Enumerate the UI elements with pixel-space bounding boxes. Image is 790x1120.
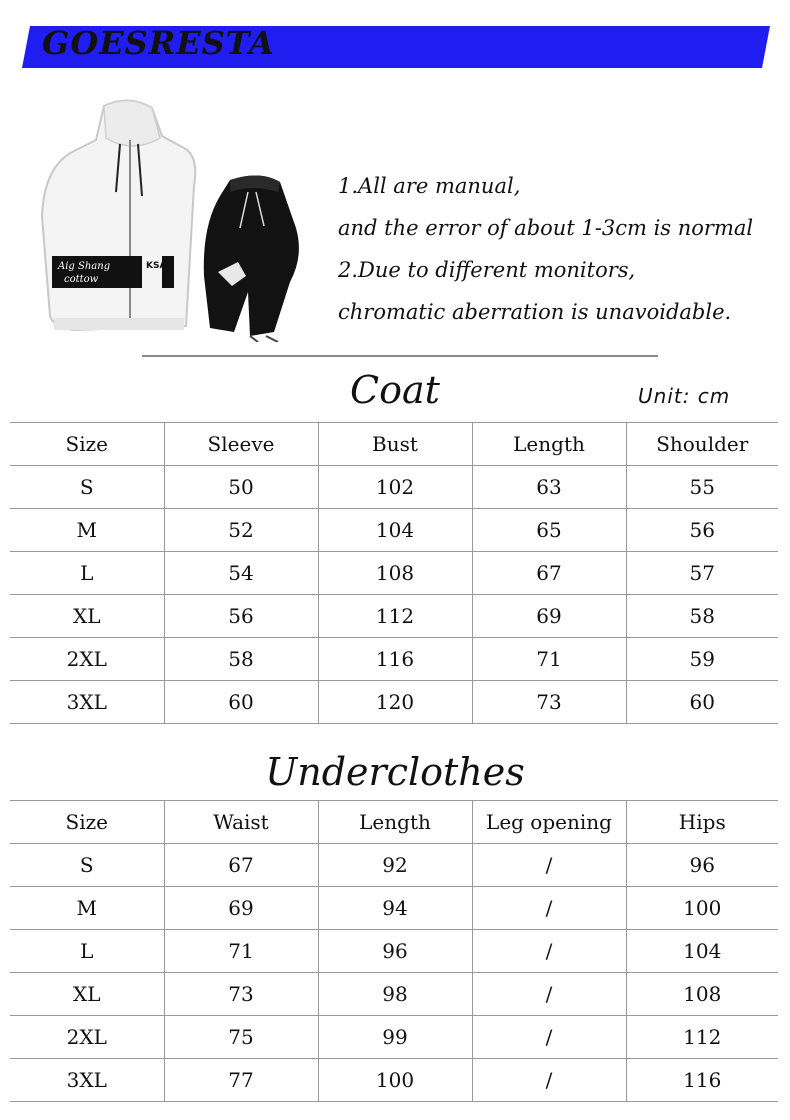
sleeve-print-1: Aig Shang bbox=[58, 261, 111, 272]
coat-title: Coat bbox=[350, 368, 440, 412]
coat-cell: 55 bbox=[626, 466, 778, 509]
underclothes-header-cell: Hips bbox=[626, 801, 778, 844]
underclothes-cell: 69 bbox=[164, 887, 318, 930]
unit-label: Unit: cm bbox=[638, 384, 731, 408]
coat-cell: 71 bbox=[472, 638, 626, 681]
table-row bbox=[10, 1059, 778, 1102]
note-line-1: 1.All are manual, bbox=[338, 174, 521, 198]
section-divider bbox=[142, 355, 658, 357]
underclothes-header-cell: Size bbox=[10, 801, 164, 844]
coat-cell: M bbox=[10, 509, 164, 552]
coat-cell: 3XL bbox=[10, 681, 164, 724]
underclothes-cell: 77 bbox=[164, 1059, 318, 1102]
coat-cell: 56 bbox=[626, 509, 778, 552]
coat-cell: 102 bbox=[318, 466, 472, 509]
underclothes-cell: 3XL bbox=[10, 1059, 164, 1102]
underclothes-cell: 92 bbox=[318, 844, 472, 887]
coat-cell: 69 bbox=[472, 595, 626, 638]
table-row bbox=[10, 552, 778, 595]
coat-header-row bbox=[10, 423, 778, 466]
underclothes-cell: / bbox=[472, 1016, 626, 1059]
underclothes-cell: / bbox=[472, 844, 626, 887]
table-row bbox=[10, 466, 778, 509]
coat-header-cell: Length bbox=[472, 423, 626, 466]
table-row bbox=[10, 973, 778, 1016]
table-row bbox=[10, 887, 778, 930]
underclothes-size-table bbox=[10, 800, 778, 1102]
underclothes-cell: / bbox=[472, 1059, 626, 1102]
coat-cell: 50 bbox=[164, 466, 318, 509]
underclothes-cell: 94 bbox=[318, 887, 472, 930]
table-row bbox=[10, 638, 778, 681]
underclothes-header-cell: Waist bbox=[164, 801, 318, 844]
table-row bbox=[10, 844, 778, 887]
underclothes-header-cell: Length bbox=[318, 801, 472, 844]
table-row bbox=[10, 1016, 778, 1059]
coat-cell: 2XL bbox=[10, 638, 164, 681]
underclothes-header-row bbox=[10, 801, 778, 844]
coat-cell: 112 bbox=[318, 595, 472, 638]
coat-header-cell: Shoulder bbox=[626, 423, 778, 466]
coat-cell: 59 bbox=[626, 638, 778, 681]
sleeve-print-2: cottow bbox=[64, 274, 99, 285]
coat-cell: 104 bbox=[318, 509, 472, 552]
table-row bbox=[10, 930, 778, 973]
size-notes bbox=[338, 170, 790, 338]
underclothes-cell: 98 bbox=[318, 973, 472, 1016]
underclothes-cell: 100 bbox=[318, 1059, 472, 1102]
underclothes-cell: 67 bbox=[164, 844, 318, 887]
underclothes-cell: 100 bbox=[626, 887, 778, 930]
coat-cell: 67 bbox=[472, 552, 626, 595]
underclothes-cell: M bbox=[10, 887, 164, 930]
underclothes-cell: / bbox=[472, 973, 626, 1016]
underclothes-cell: 99 bbox=[318, 1016, 472, 1059]
coat-cell: 60 bbox=[164, 681, 318, 724]
underclothes-cell: 71 bbox=[164, 930, 318, 973]
table-row bbox=[10, 595, 778, 638]
coat-cell: 65 bbox=[472, 509, 626, 552]
underclothes-cell: S bbox=[10, 844, 164, 887]
note-line-4: chromatic aberration is unavoidable. bbox=[338, 300, 732, 324]
coat-cell: 54 bbox=[164, 552, 318, 595]
underclothes-header-cell: Leg opening bbox=[472, 801, 626, 844]
underclothes-cell: 108 bbox=[626, 973, 778, 1016]
coat-cell: 73 bbox=[472, 681, 626, 724]
underclothes-cell: 75 bbox=[164, 1016, 318, 1059]
table-row bbox=[10, 509, 778, 552]
product-image bbox=[34, 96, 302, 342]
underclothes-cell: / bbox=[472, 887, 626, 930]
coat-cell: 120 bbox=[318, 681, 472, 724]
coat-header-cell: Size bbox=[10, 423, 164, 466]
underclothes-cell: 96 bbox=[318, 930, 472, 973]
coat-cell: 116 bbox=[318, 638, 472, 681]
underclothes-cell: 112 bbox=[626, 1016, 778, 1059]
underclothes-cell: 2XL bbox=[10, 1016, 164, 1059]
underclothes-cell: 116 bbox=[626, 1059, 778, 1102]
coat-header-cell: Bust bbox=[318, 423, 472, 466]
note-line-3: 2.Due to different monitors, bbox=[338, 258, 636, 282]
underclothes-cell: 73 bbox=[164, 973, 318, 1016]
underclothes-cell: 96 bbox=[626, 844, 778, 887]
coat-cell: 108 bbox=[318, 552, 472, 595]
coat-header-cell: Sleeve bbox=[164, 423, 318, 466]
pants-image bbox=[204, 175, 299, 342]
underclothes-cell: / bbox=[472, 930, 626, 973]
coat-cell: S bbox=[10, 466, 164, 509]
underclothes-title: Underclothes bbox=[265, 750, 525, 794]
coat-cell: 58 bbox=[626, 595, 778, 638]
coat-cell: 57 bbox=[626, 552, 778, 595]
underclothes-cell: XL bbox=[10, 973, 164, 1016]
coat-cell: 60 bbox=[626, 681, 778, 724]
brand-name: GOESRESTA bbox=[42, 24, 275, 62]
table-row bbox=[10, 681, 778, 724]
coat-cell: XL bbox=[10, 595, 164, 638]
underclothes-cell: L bbox=[10, 930, 164, 973]
coat-cell: 63 bbox=[472, 466, 626, 509]
coat-cell: 56 bbox=[164, 595, 318, 638]
underclothes-cell: 104 bbox=[626, 930, 778, 973]
note-line-2: and the error of about 1-3cm is normal bbox=[338, 216, 754, 240]
coat-cell: 52 bbox=[164, 509, 318, 552]
hoodie-image bbox=[42, 100, 195, 330]
coat-cell: 58 bbox=[164, 638, 318, 681]
coat-cell: L bbox=[10, 552, 164, 595]
hoodie-print: KSA bbox=[146, 261, 167, 271]
coat-size-table bbox=[10, 422, 778, 724]
